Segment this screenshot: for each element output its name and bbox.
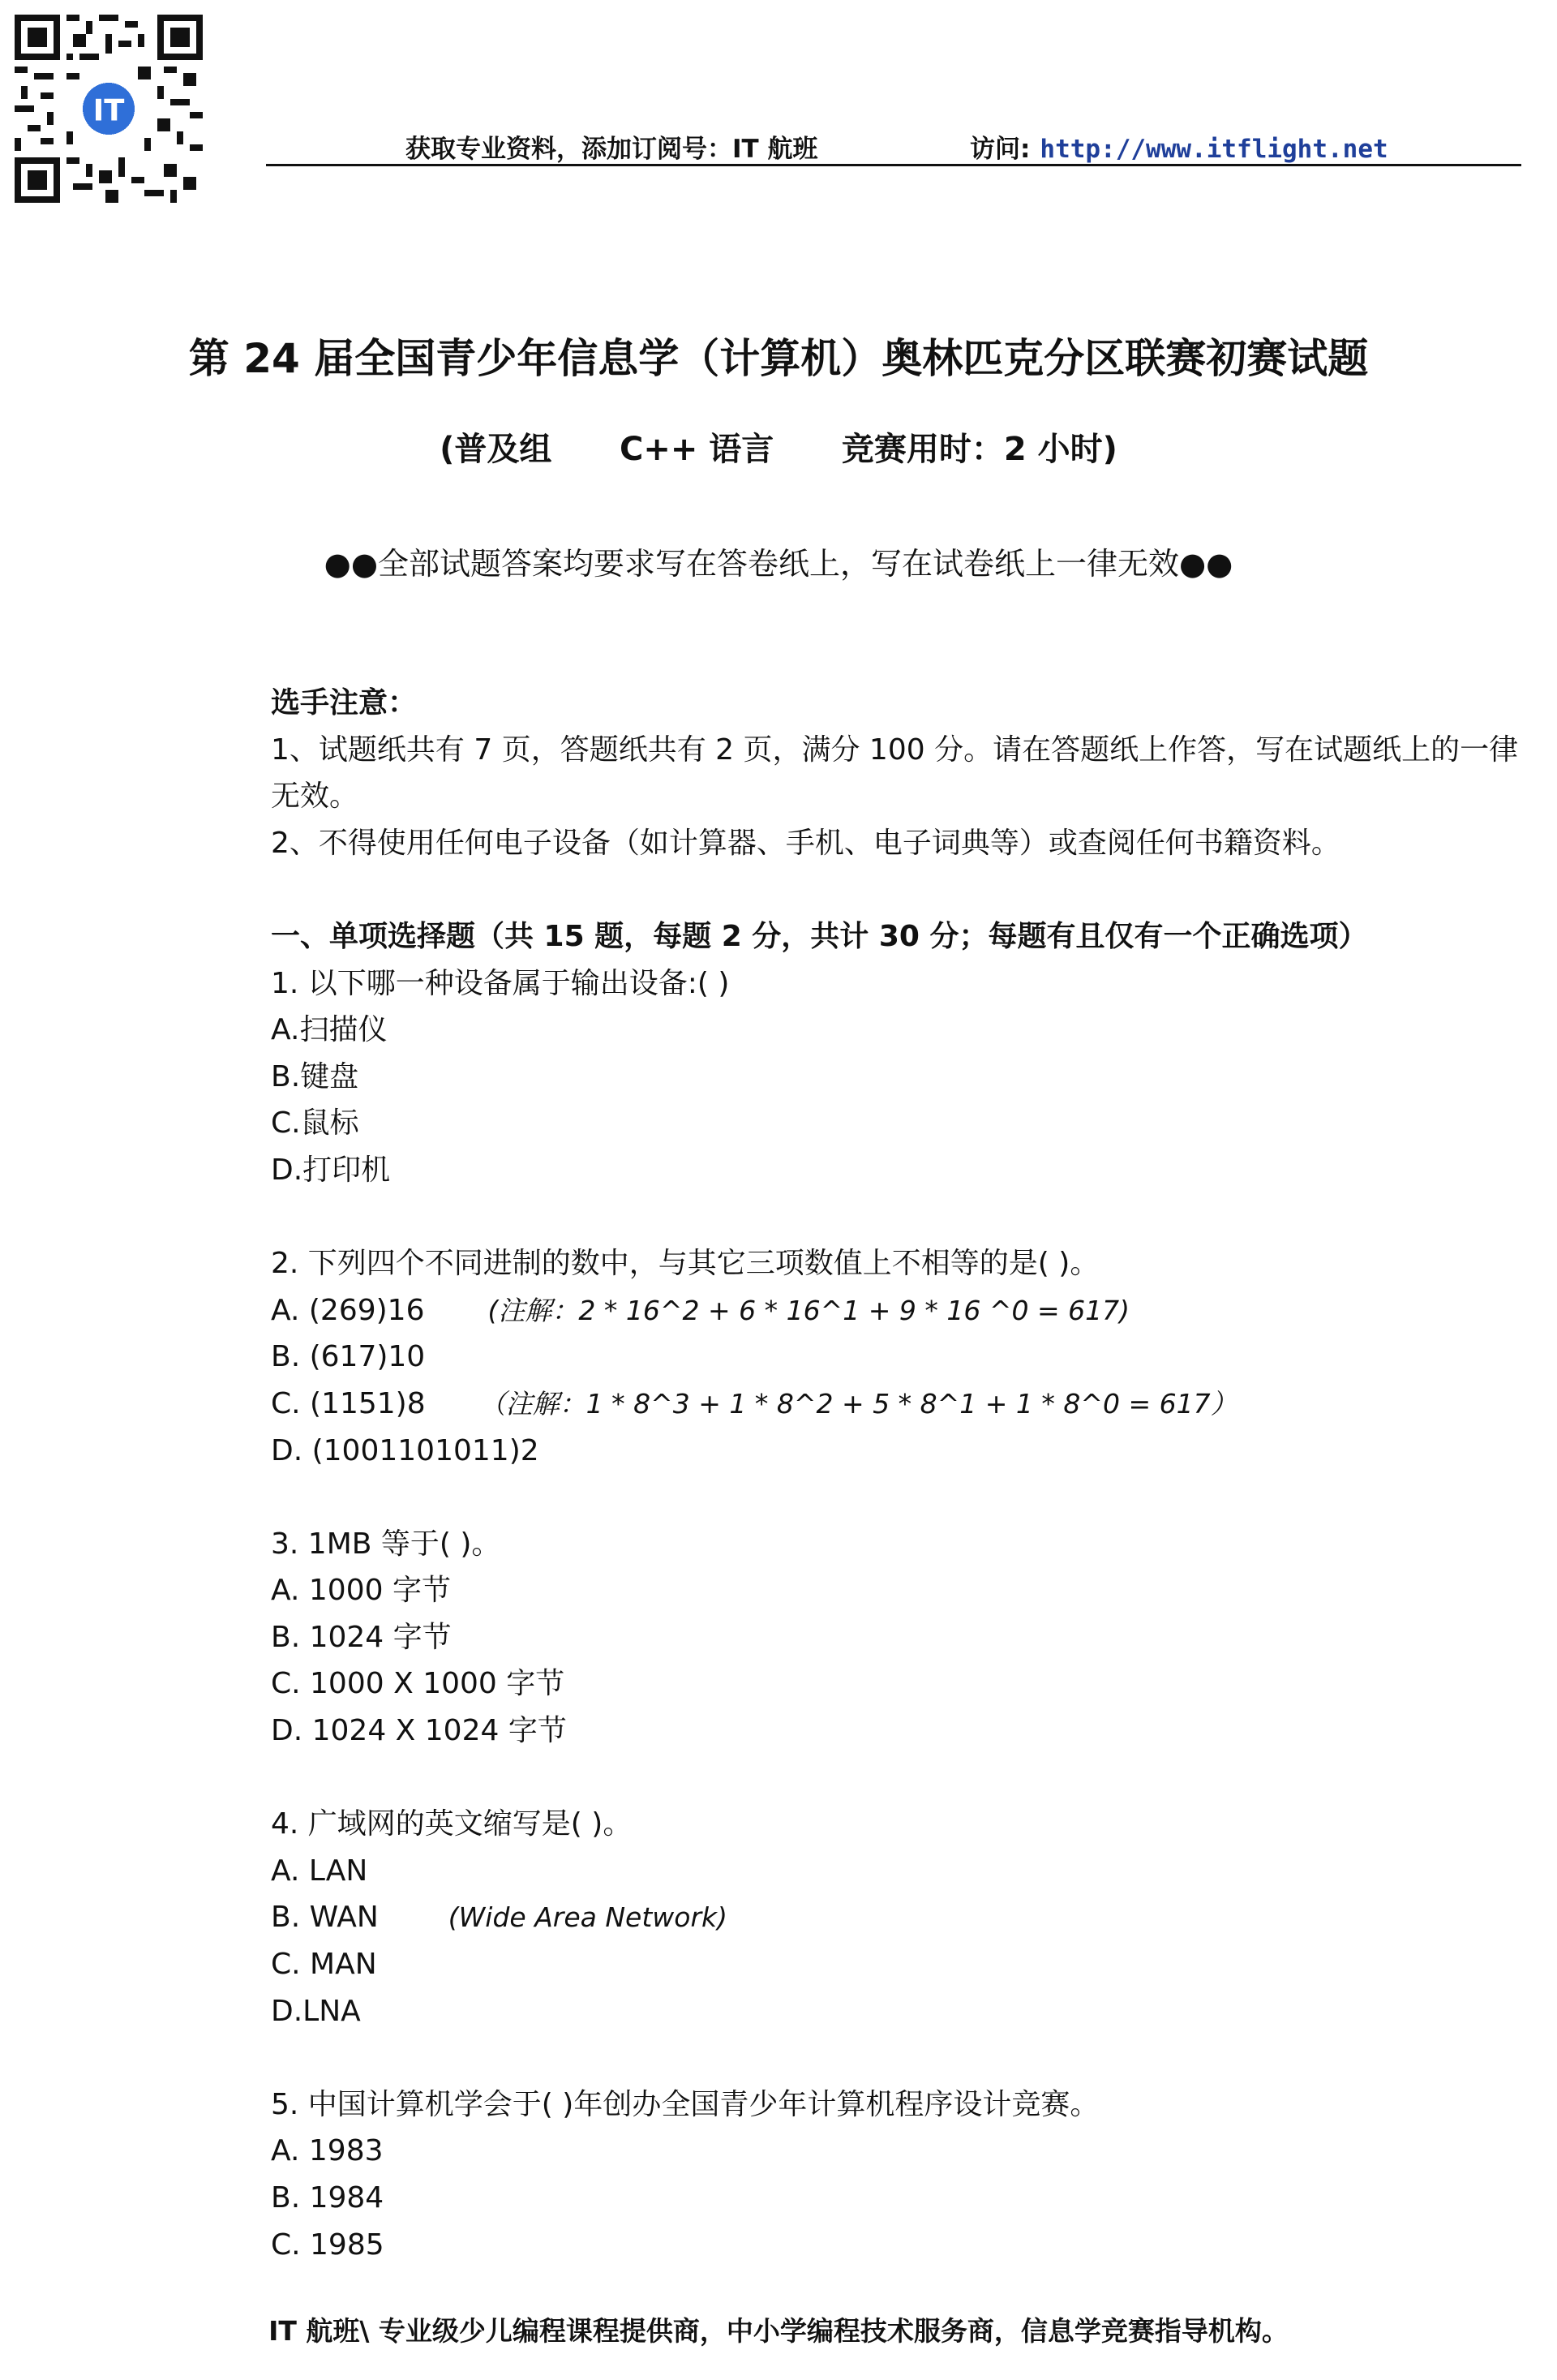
question-option: D. (1001101011)2 bbox=[271, 1433, 539, 1467]
question-option: B. 1024 字节 bbox=[271, 1620, 452, 1654]
spacer bbox=[271, 866, 1525, 913]
question-stem: 5. 中国计算机学会于( )年创办全国青少年计算机程序设计竞赛。 bbox=[271, 2087, 1100, 2121]
header-divider bbox=[266, 164, 1521, 166]
option-annotation: （注解：1 * 8^3 + 1 * 8^2 + 5 * 8^1 + 1 * 8^0 = 617） bbox=[478, 1387, 1237, 1420]
option-annotation: (Wide Area Network) bbox=[448, 1901, 728, 1934]
question-option-row bbox=[271, 1381, 1525, 1428]
page-subtitle: (普及组 C++ 语言 竞赛用时：2 小时) bbox=[440, 431, 1117, 468]
answer-notice: ●●全部试题答案均要求写在答卷纸上，写在试卷纸上一律无效●● bbox=[324, 546, 1233, 582]
question-option: A. 1983 bbox=[271, 2134, 384, 2168]
question-stem: 4. 广域网的英文缩写是( )。 bbox=[271, 1807, 633, 1841]
header-visit bbox=[970, 128, 1388, 165]
question-option: B. 1984 bbox=[271, 2181, 384, 2215]
spacer bbox=[271, 1194, 1525, 1241]
question-option: C. (1151)8 bbox=[271, 1386, 426, 1420]
question-option: D.打印机 bbox=[271, 1153, 391, 1187]
visit-label: 访问: bbox=[970, 135, 1031, 164]
question-option: C. MAN bbox=[271, 1948, 377, 1982]
question-stem: 3. 1MB 等于( )。 bbox=[271, 1527, 501, 1561]
question-option: C. 1985 bbox=[271, 2227, 384, 2262]
question-option: B. (617)10 bbox=[271, 1340, 426, 1374]
question-option: D.LNA bbox=[271, 1994, 361, 2028]
question-option-row bbox=[271, 1894, 1525, 1941]
question-option: B.键盘 bbox=[271, 1059, 359, 1093]
instruction-item: 1、试题纸共有 7 页，答题纸共有 2 页，满分 100 分。请在答题纸上作答，写在试题纸上的一律无效。 bbox=[271, 732, 1519, 814]
website-link[interactable]: http://www.itflight.net bbox=[1040, 135, 1388, 164]
page-footer: IT 航班\ 专业级少儿编程课程提供商，中小学编程技术服务商，信息学竞赛指导机构。 bbox=[268, 2315, 1289, 2347]
section-heading: 一、单项选择题（共 15 题，每题 2 分，共计 30 分；每题有且仅有一个正确选项） bbox=[271, 919, 1368, 953]
question-option: A. 1000 字节 bbox=[271, 1574, 451, 1608]
question-stem: 1. 以下哪一种设备属于输出设备:( ) bbox=[271, 966, 730, 1000]
question-option: A.扫描仪 bbox=[271, 1013, 388, 1047]
question-stem: 2. 下列四个不同进制的数中，与其它三项数值上不相等的是( )。 bbox=[271, 1247, 1100, 1281]
qr-code-image bbox=[15, 15, 203, 203]
question-option-row bbox=[271, 1287, 1525, 1334]
question-option: D. 1024 X 1024 字节 bbox=[271, 1714, 567, 1748]
instruction-item: 2、不得使用任何电子设备（如计算器、手机、电子词典等）或查阅任何书籍资料。 bbox=[271, 826, 1340, 860]
question-option: C.鼠标 bbox=[271, 1106, 359, 1141]
question-option: A. (269)16 bbox=[271, 1293, 425, 1327]
spacer bbox=[271, 2034, 1525, 2081]
exam-content bbox=[271, 680, 1525, 2268]
question-option: A. LAN bbox=[271, 1854, 368, 1888]
option-annotation: (注解：2 * 16^2 + 6 * 16^1 + 9 * 16 ^0 = 617) bbox=[487, 1294, 1130, 1326]
instructions-heading: 选手注意： bbox=[271, 686, 418, 720]
header-promo-text: 获取专业资料，添加订阅号：IT 航班 bbox=[405, 135, 818, 164]
page-title: 第 24 届全国青少年信息学（计算机）奥林匹克分区联赛初赛试题 bbox=[188, 335, 1369, 382]
qr-logo-text: IT bbox=[92, 92, 125, 128]
question-option: B. WAN bbox=[271, 1901, 379, 1935]
question-option: C. 1000 X 1000 字节 bbox=[271, 1667, 565, 1701]
spacer bbox=[271, 1474, 1525, 1521]
spacer bbox=[271, 1755, 1525, 1802]
